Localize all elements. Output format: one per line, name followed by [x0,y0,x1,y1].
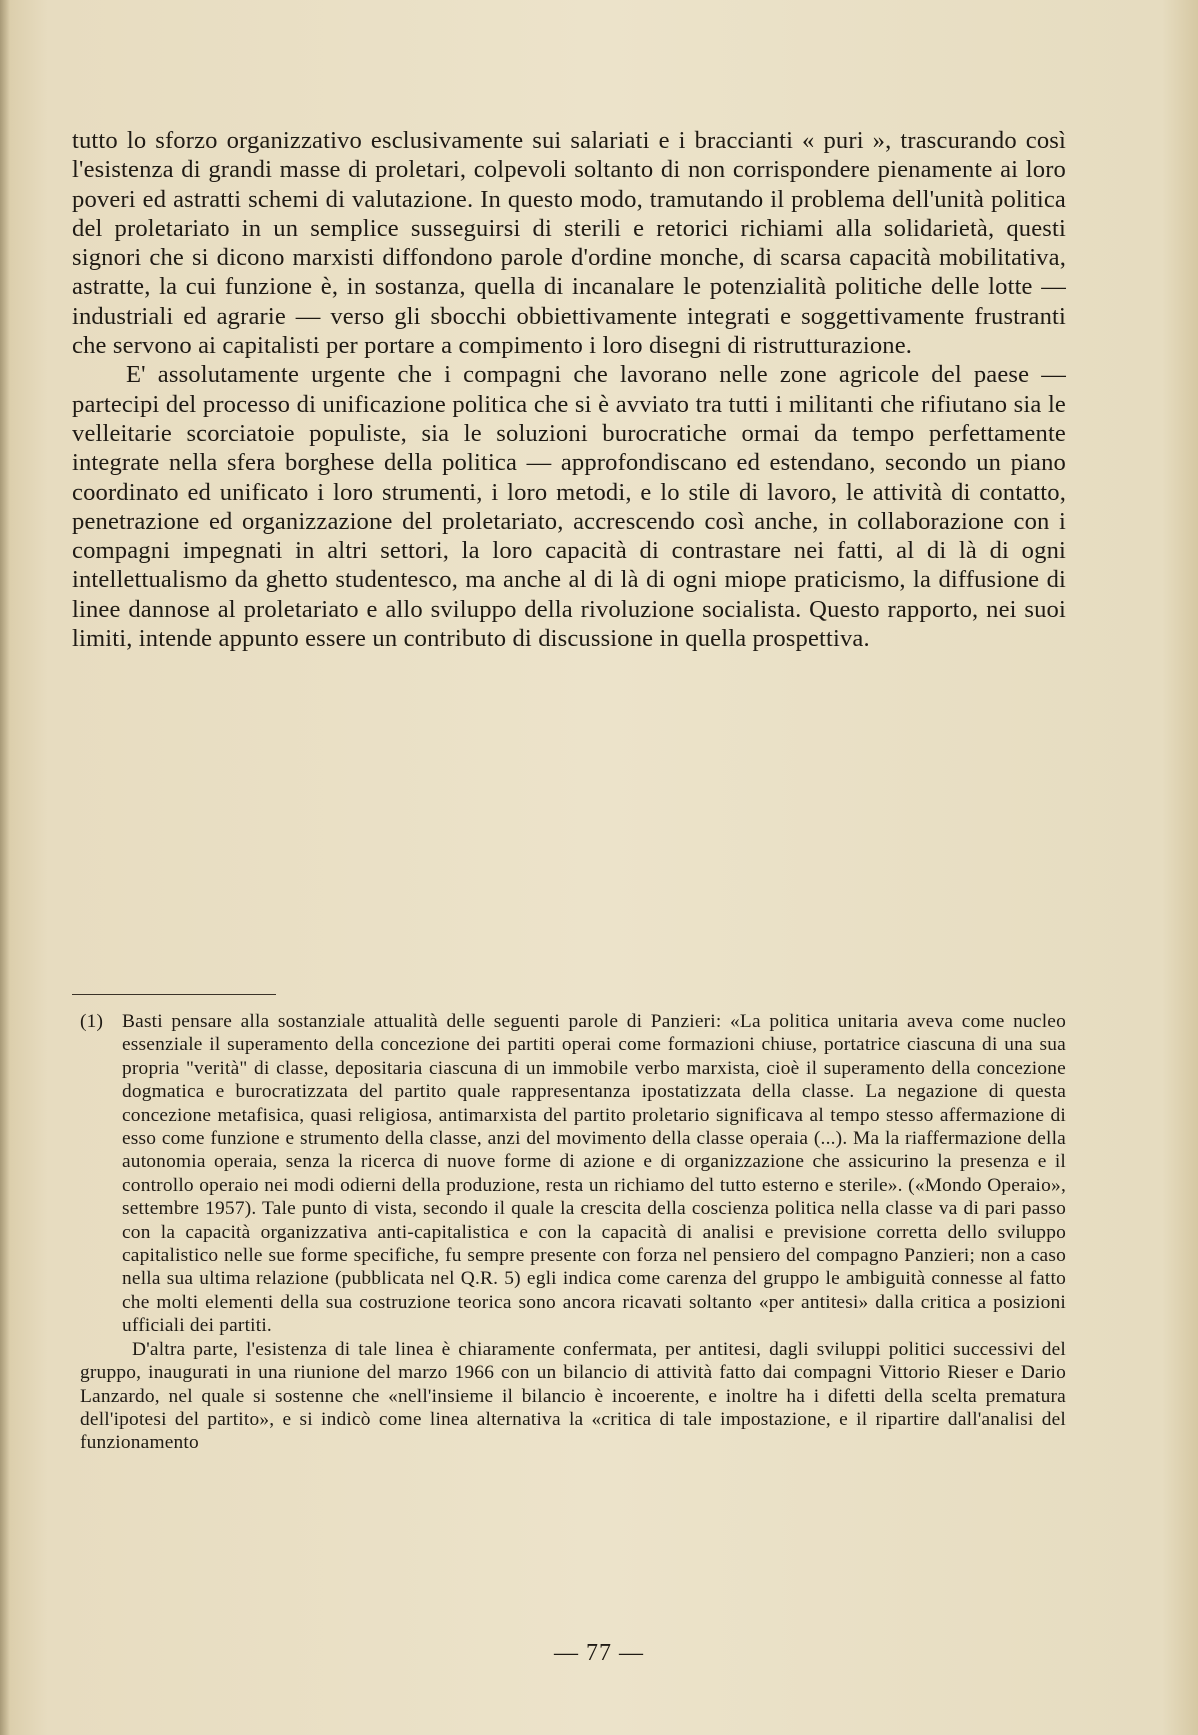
page-number: — 77 — [554,1640,644,1666]
footnote-text: Basti pensare alla sostanziale attualità delle seguenti parole di Panzieri: «La politica unitaria aveva come nucleo essenziale il superamento della concezione dei partiti operai come formazioni chiuse, portatrice ciascuna di una sua propria "verità" di classe, depositaria ciascuna di un immobile verbo marxista, cioè il superamento della concezione dogmatica e burocratizzata del partito quale rappresentanza ipostatizzata della classe. La negazione di questa concezione metafisica, quasi religiosa, antimarxista del partito proletario significava al tempo stesso affermazione di esso come funzione e strumento della classe, anzi del movimento della classe operaia (...). Ma la riaffermazione della autonomia operaia, senza la ricerca di nuove forme di azione e di organizzazione che assicurino la presenza e il controllo operaio nei modi odierni della produzione, resta un richiamo del tutto esterno e sterile». («Mondo Operaio», settembre 1957). Tale punto di vista, secondo il quale la crescita della coscienza politica nella classe va di pari passo con la capacità organizzativa anti-capitalistica e con la capacità di analisi e previsione corretta dello sviluppo capitalistico nelle sue forme specifiche, fu sempre presente con forza nel pensiero del compagno Panzieri; non a caso nella sua ultima relazione (pubblicata nel Q.R. 5) egli indica come carenza del gruppo le ambiguità connesse al fatto che molti elementi della sua costruzione teorica sono ancora ricavati soltanto «per antitesi» dalla critica a posizioni ufficiali dei partiti. [122,1011,1066,1337]
footnote-marker: (1) [80,1011,104,1032]
footnote-continuation: D'altra parte, l'esistenza di tale linea è chiaramente confermata, per antitesi, dagli sviluppi politici successivi del gruppo, inaugurati in una riunione del marzo 1966 con un bilancio di attività fatto dai compagni Vittorio Rieser e Dario Lanzardo, nel quale si sostenne che «nell'insieme il bilancio è incoerente, e inoltre ha i difetti della scelta prematura dell'ipotesi del partito», e si indicò come linea alternativa la «critica di tale impostazione, e il ripartire dall'analisi del funzionamento [80,1338,1066,1454]
body-paragraph-2: E' assolutamente urgente che i compagni che lavorano nelle zone agricole del paese — partecipi del processo di unificazione politica che si è avviato tra tutti i militanti che rifiutano sia le velleitarie scorciatoie populiste, sia le soluzioni burocratiche ormai da tempo perfettamente integrate nella sfera borghese della politica — approfondiscano ed estendano, secondo un piano coordinato ed unificato i loro strumenti, i loro metodi, e lo stile di lavoro, le attività di contatto, penetrazione ed organizzazione del proletariato, accrescendo così anche, in collaborazione con i compagni impegnati in altri settori, la loro capacità di contrastare nei fatti, al di là di ogni intellettualismo da ghetto studentesco, ma anche al di là di ogni miope praticismo, la diffusione di linee dannose al proletariato e allo sviluppo della rivoluzione socialista. Questo rapporto, nei suoi limiti, intende appunto essere un contributo di discussione in quella prospettiva. [72,361,1066,653]
footnote-separator [72,994,276,995]
body-paragraph-1: tutto lo sforzo organizzativo esclusivamente sui salariati e i braccianti « puri », trascurando così l'esistenza di grandi masse di proletari, colpevoli soltanto di non corrispondere pienamente ai loro poveri ed astratti schemi di valutazione. In questo modo, tramutando il problema dell'unità politica del proletariato in un semplice susseguirsi di sterili e retorici richiami alla solidarietà, questi signori che si dicono marxisti diffondono parole d'ordine monche, di scarsa capacità mobilitativa, astratte, la cui funzione è, in sostanza, quella di incanalare le potenzialità politiche delle lotte — industriali ed agrarie — verso gli sbocchi obbiettivamente integrati e soggettivamente frustranti che servono ai capitalisti per portare a compimento i loro disegni di ristrutturazione. [72,127,1066,360]
main-text [72,126,1066,653]
footnotes [80,1010,1066,1455]
footnote-1 [80,1010,1066,1338]
